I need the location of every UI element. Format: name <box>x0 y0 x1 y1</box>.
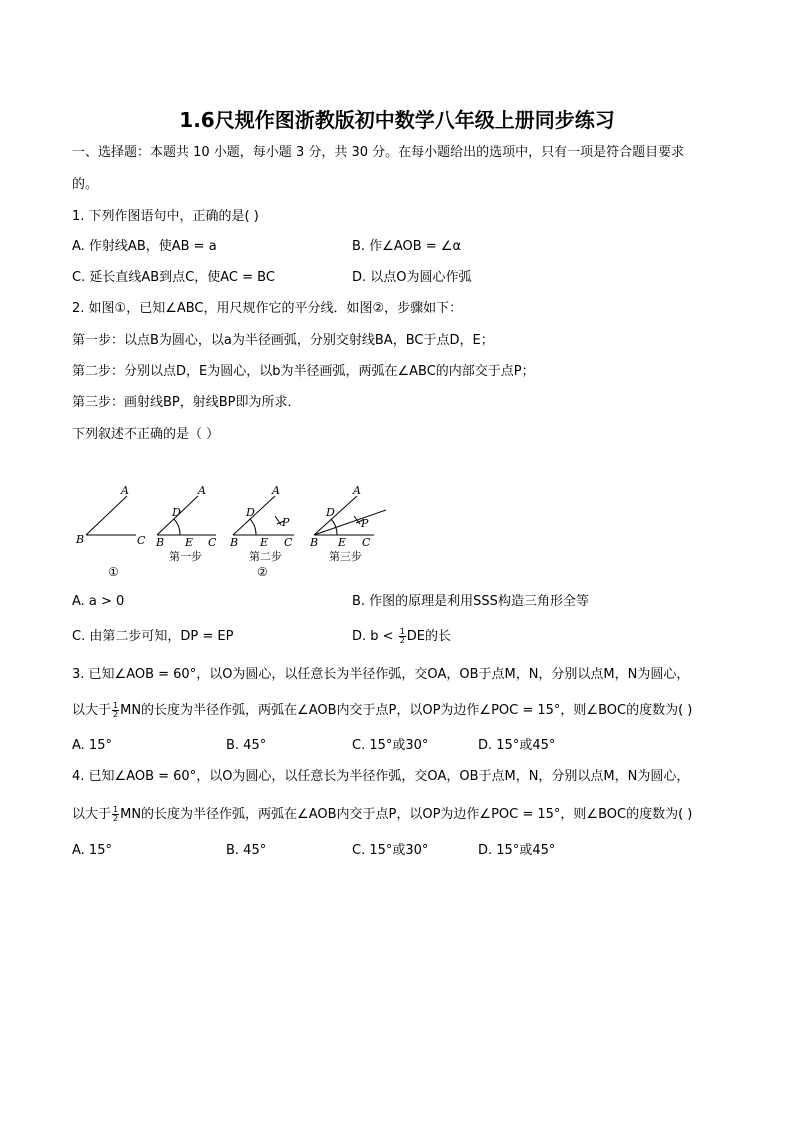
figure-mark-2: ② <box>257 565 268 579</box>
q2-ask: 下列叙述不正确的是（ ） <box>72 427 220 442</box>
q4-option-a: A. 15° <box>72 843 112 858</box>
fig4-label-c: C <box>362 536 371 549</box>
fig1-label-a: A <box>121 484 129 497</box>
fig4-angle <box>314 496 386 535</box>
fig2-caption: 第一步 <box>169 550 202 563</box>
q2-stem: 2. 如图①，已知∠ABC，用尺规作它的平分线．如图②，步骤如下： <box>72 301 463 316</box>
q4-option-c: C. 15°或30° <box>352 843 429 858</box>
q3-frac-num: 1 <box>113 701 119 710</box>
fig2-label-b: B <box>156 536 165 549</box>
q3-option-c: C. 15°或30° <box>352 738 429 753</box>
fig2-angle <box>157 496 216 535</box>
fig2-label-d: D <box>172 506 181 519</box>
q4-line2-pre: 以大于 <box>72 807 112 822</box>
section-instructions-cont: 的。 <box>72 177 99 192</box>
q3-line1: 3. 已知∠AOB = 60°，以O为圆心，以任意长为半径作弧，交OA，OB于点M，N，分别以点M，N为圆心， <box>72 667 690 682</box>
fig3-label-b: B <box>230 536 239 549</box>
q4-fraction <box>112 806 119 823</box>
fig3-caption: 第二步 <box>249 550 282 563</box>
q4-line1: 4. 已知∠AOB = 60°，以O为圆心，以任意长为半径作弧，交OA，OB于点M，N，分别以点M，N为圆心， <box>72 769 690 784</box>
fig4-caption: 第三步 <box>329 550 362 563</box>
fig4-label-d: D <box>326 506 335 519</box>
q2-option-d-fraction <box>399 628 406 645</box>
fig3-label-c: C <box>284 536 293 549</box>
fig4-label-p: P <box>361 517 369 530</box>
q2-option-d-pre: D. b < <box>352 629 394 644</box>
q3-line2-post: MN的长度为半径作弧，两弧在∠AOB内交于点P，以OP为边作∠POC = 15°，则∠BOC的度数为( ) <box>120 703 693 718</box>
section-instructions: 一、选择题：本题共 10 小题，每小题 3 分，共 30 分。在每小题给出的选项中，只有一项是符合题目要求 <box>72 145 685 160</box>
page-title: 1.6尺规作图浙教版初中数学八年级上册同步练习 <box>179 108 615 132</box>
q4-frac-num: 1 <box>113 805 119 814</box>
fig2-label-e: E <box>185 536 194 549</box>
fig4-label-b: B <box>310 536 319 549</box>
q2-option-a: A. a > 0 <box>72 594 125 609</box>
q1-option-c: C. 延长直线AB到点C，使AC = BC <box>72 270 275 285</box>
fig3-label-p: P <box>282 516 290 529</box>
q3-option-a: A. 15° <box>72 738 112 753</box>
q3-line2 <box>72 702 692 720</box>
q3-option-b: B. 45° <box>226 738 267 753</box>
fig1-label-c: C <box>137 534 146 547</box>
fig2-label-a: A <box>198 484 206 497</box>
fig2-label-c: C <box>208 536 217 549</box>
fig1-angle <box>86 496 136 535</box>
q2-option-d-num: 1 <box>399 627 405 636</box>
q1-stem: 1. 下列作图语句中，正确的是( ) <box>72 209 259 224</box>
fig3-label-a: A <box>272 484 280 497</box>
q1-option-a: A. 作射线AB，使AB = a <box>72 239 217 254</box>
q1-option-d: D. 以点O为圆心作弧 <box>352 270 472 285</box>
q2-option-c: C. 由第二步可知，DP = EP <box>72 629 234 644</box>
q2-option-d <box>352 628 451 646</box>
q4-option-d: D. 15°或45° <box>478 843 556 858</box>
q2-option-d-den: 2 <box>399 636 405 645</box>
q1-option-b: B. 作∠AOB = ∠α <box>352 239 462 254</box>
q3-option-d: D. 15°或45° <box>478 738 556 753</box>
q2-step3: 第三步：画射线BP，射线BP即为所求． <box>72 395 301 410</box>
q4-frac-den: 2 <box>113 814 119 823</box>
q3-line2-pre: 以大于 <box>72 703 112 718</box>
q2-figure <box>70 478 400 583</box>
q2-step2: 第二步：分别以点D，E为圆心，以b为半径画弧，两弧在∠ABC的内部交于点P； <box>72 364 535 379</box>
q3-fraction <box>112 702 119 719</box>
fig3-label-d: D <box>246 506 255 519</box>
fig3-label-e: E <box>260 536 269 549</box>
q2-option-b: B. 作图的原理是利用SSS构造三角形全等 <box>352 594 589 609</box>
figure-mark-1: ① <box>108 565 119 579</box>
q4-line2 <box>72 806 692 824</box>
q4-option-b: B. 45° <box>226 843 267 858</box>
q4-line2-post: MN的长度为半径作弧，两弧在∠AOB内交于点P，以OP为边作∠POC = 15°，则∠BOC的度数为( ) <box>120 807 693 822</box>
q2-option-d-post: DE的长 <box>406 629 452 644</box>
q2-step1: 第一步：以点B为圆心，以a为半径画弧，分别交射线BA，BC于点D，E； <box>72 333 494 348</box>
q3-frac-den: 2 <box>113 710 119 719</box>
fig4-label-e: E <box>338 536 347 549</box>
fig1-label-b: B <box>76 533 85 546</box>
fig4-label-a: A <box>353 484 361 497</box>
